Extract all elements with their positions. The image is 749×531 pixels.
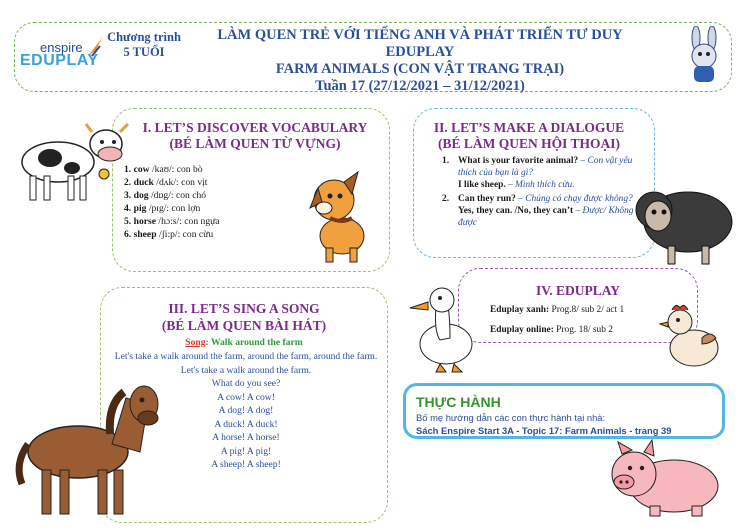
eduplay-content bbox=[490, 300, 670, 340]
list-item: 6. sheep /ʃi:p/: con cừu bbox=[124, 229, 214, 240]
question-2-en: Can they run? bbox=[458, 194, 516, 204]
list-item: 5. horse /hɔ:s/: con ngựa bbox=[124, 216, 220, 227]
dialogue-content bbox=[442, 155, 642, 229]
sheep-illustration-icon bbox=[624, 172, 742, 268]
logo-enspire-text: enspire bbox=[40, 40, 83, 55]
lyric-line: A cow! A cow! bbox=[217, 391, 275, 403]
program-label bbox=[104, 30, 184, 60]
program-age: 5 TUỔI bbox=[123, 45, 165, 59]
eduplay-line-2: Eduplay online: Prog. 18/ sub 2 bbox=[490, 325, 613, 335]
answer-1-vi: – Mình thích cừu. bbox=[508, 180, 575, 190]
dialogue-title-vi: (BÉ LÀM QUEN HỘI THOẠI) bbox=[437, 136, 621, 151]
answer-2-en: Yes, they can. /No, they can’t bbox=[458, 206, 574, 216]
song-title-vi: (BÉ LÀM QUEN BÀI HÁT) bbox=[161, 318, 327, 333]
lyric-line: Let's take a walk around the farm. bbox=[180, 364, 312, 376]
lyric-line: A duck! A duck! bbox=[214, 418, 278, 430]
title-line1: LÀM QUEN TRẺ VỚI TIẾNG ANH VÀ PHÁT TRIỂN TƯ DUY EDUPLAY bbox=[217, 27, 623, 60]
lyric-line: What do you see? bbox=[211, 378, 281, 389]
question-2-vi: – Chúng có chạy được không? bbox=[518, 194, 633, 204]
title-week: Tuần 17 (27/12/2021 – 31/12/2021) bbox=[315, 78, 525, 94]
eduplay-line-1: Eduplay xanh: Prog.8/ sub 2/ act 1 bbox=[490, 305, 625, 315]
song-label: Song bbox=[185, 337, 206, 348]
vocabulary-list bbox=[124, 163, 304, 241]
page-title bbox=[185, 27, 655, 95]
rabbit-mascot-icon bbox=[682, 26, 726, 86]
practice-instruction: Bố mẹ hướng dẫn các con thực hành tại nhà: bbox=[416, 412, 606, 423]
list-item: 3. dog /dɒg/: con chó bbox=[124, 190, 207, 201]
lyric-line: A sheep! A sheep! bbox=[211, 459, 281, 470]
dialogue-title-en: II. LET’S MAKE A DIALOGUE bbox=[433, 120, 625, 135]
song-name-text: : Walk around the farm bbox=[205, 337, 303, 348]
answer-2-vi: – Được/ Không được bbox=[458, 206, 634, 228]
lyric-line: Let's take a walk around the farm, around the farm, around the farm. bbox=[114, 351, 378, 362]
dog-illustration-icon bbox=[300, 166, 382, 266]
dialogue-question-1: 1. What is your favorite animal? – Con vật yêu thích của bạn là gì? I like sheep. – Mình thích cừu. bbox=[442, 156, 633, 190]
list-item: 2. duck /dʌk/: con vịt bbox=[124, 177, 208, 188]
lyric-line: A horse! A horse! bbox=[212, 432, 280, 443]
program-line1: Chương trình bbox=[107, 30, 181, 44]
dialogue-question-2: 2. Can they run? – Chúng có chạy được không? Yes, they can. /No, they can’t – Được/ Không được bbox=[442, 194, 634, 228]
logo-eduplay-text: EDUPLAY bbox=[20, 52, 99, 69]
pig-illustration-icon bbox=[600, 436, 724, 518]
question-1-en: What is your favorite animal? bbox=[458, 156, 579, 166]
list-item: 4. pig /pɪg/: con lợn bbox=[124, 203, 201, 214]
practice-content bbox=[416, 411, 716, 437]
song-title-en: III. LET’S SING A SONG bbox=[168, 301, 320, 316]
horse-illustration-icon bbox=[8, 374, 164, 524]
duck-illustration-icon bbox=[406, 282, 478, 374]
song-title bbox=[100, 300, 388, 334]
lyric-line: A dog! A dog! bbox=[218, 405, 274, 416]
song-name bbox=[112, 337, 376, 348]
title-line2: FARM ANIMALS (CON VẬT TRANG TRẠI) bbox=[275, 61, 565, 77]
answer-1-en: I like sheep. bbox=[458, 180, 506, 190]
question-1-vi: – Con vật yêu thích của bạn là gì? bbox=[458, 156, 633, 178]
cow-illustration-icon bbox=[10, 118, 140, 204]
vocabulary-title-vi: (BÉ LÀM QUEN TỪ VỰNG) bbox=[169, 136, 341, 151]
practice-book-reference: Sách Enspire Start 3A - Topic 17: Farm Animals - trang 39 bbox=[416, 425, 672, 436]
list-item: 1. cow /kaʊ/: con bò bbox=[124, 164, 203, 175]
eduplay-title: IV. EDUPLAY bbox=[535, 283, 621, 298]
hen-illustration-icon bbox=[658, 300, 722, 374]
vocabulary-title-en: I. LET’S DISCOVER VOCABULARY bbox=[142, 120, 368, 135]
dialogue-title bbox=[413, 120, 645, 152]
lyric-line: A pig! A pig! bbox=[220, 445, 272, 457]
vocabulary-title bbox=[112, 120, 398, 152]
practice-title: THỰC HÀNH bbox=[416, 394, 501, 410]
